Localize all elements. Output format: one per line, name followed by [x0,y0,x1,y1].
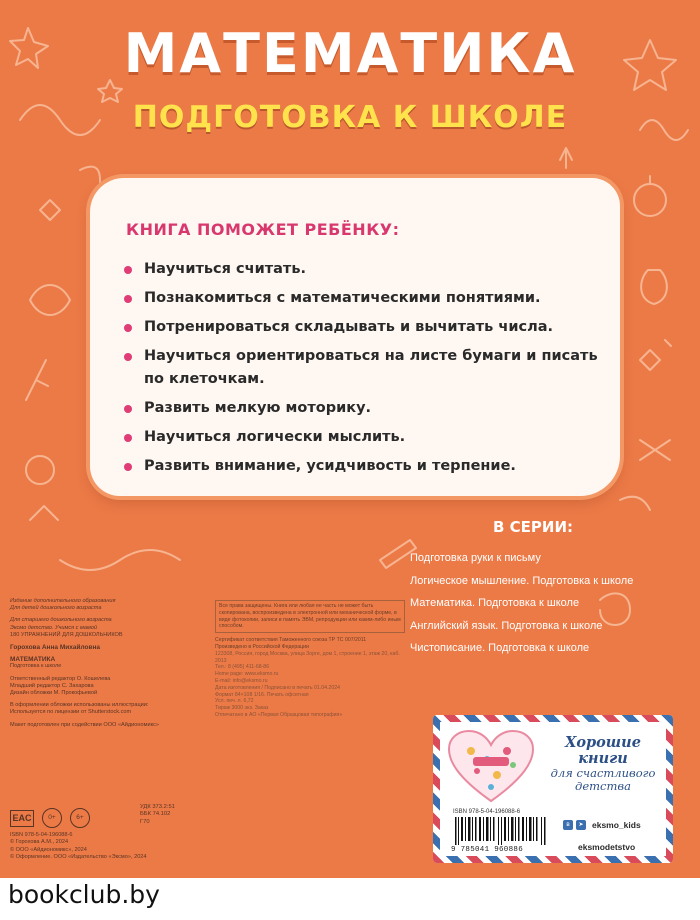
list-item: Подготовка руки к письму [410,552,541,564]
bullet-icon [124,324,132,332]
series-heading: В СЕРИИ: [493,518,574,536]
social-links [563,820,641,830]
copyright-line: © Горохова А.М., 2024 [10,839,69,846]
imprint-email: E-mail: info@eksmo.ru [215,677,268,684]
imprint-rubric: Для старшего дошкольного возраста [10,617,112,624]
benefit-text: Развить мелкую моторику. [144,400,372,416]
udc-code: УДК 373.2:51 [140,804,175,810]
benefit-text: Познакомиться с математическими понятиями. [144,290,541,306]
rights-notice: Все права защищены. Книга или любая ее часть не может быть скопирована, воспроизведена в электронной или механической форме, в виде фотокопии, записи в память ЭВМ, репродукции или каким-либо иным способом. [215,600,405,633]
imprint-tirage: Тираж 3000 экз. Заказ [215,705,269,712]
bullet-icon [124,295,132,303]
list-item [122,316,602,339]
author-code: Г70 [140,818,150,825]
slogan [547,735,659,793]
slogan-line: книги [578,750,628,767]
copyright-line: © Оформление. ООО «Издательство «Эксмо», 2024 [10,854,147,861]
imprint-left [10,598,192,729]
age-rating-badge: 0+ [42,808,62,828]
benefits-heading: КНИГА ПОМОЖЕТ РЕБЁНКУ: [126,220,400,239]
slogan-line: для счастливого [550,766,656,780]
imprint-rubric: Издание дополнительного образования [10,598,116,604]
imprint-phone: Тел.: 8 (495) 411-68-86 [215,664,270,671]
list-item: Математика. Подготовка к школе [410,597,580,609]
website-handle: eksmodetstvo [578,842,636,852]
eac-mark: EAC [10,810,34,827]
benefit-text: Научиться логически мыслить. [144,429,406,445]
book-title: МАТЕМАТИКА [123,22,577,85]
list-item: Английский язык. Подготовка к школе [410,619,603,632]
slogan-line: детства [575,779,631,793]
list-item [122,287,602,310]
copyright-line: © ООО «Айдиономикс», 2024 [10,846,87,853]
age-rating-badge: 6+ [70,808,90,828]
series-list [410,551,690,664]
imprint-book-title: МАТЕМАТИКА [10,656,56,664]
imprint-author: Горохова Анна Михайловна [10,644,101,652]
benefit-text: Потренироваться складывать и вычитать числа. [144,319,554,335]
classification-codes [140,804,175,826]
bullet-icon [124,353,132,361]
imprint-junior-editor: Младший редактор С. Захарова [10,682,94,689]
heart-icon [447,729,535,805]
list-item [122,345,602,391]
imprint-producer: Произведено в Российской Федерации [215,643,309,650]
telegram-icon: ➤ [576,820,586,830]
benefit-text: Научиться ориентироваться на листе бумаги и писать по клеточкам. [144,348,598,387]
bullet-icon [124,463,132,471]
imprint-exercises: 180 УПРАЖНЕНИЙ ДЛЯ ДОШКОЛЬНИКОВ [10,631,123,638]
imprint-shutterstock: Используется по лицензии от Shutterstock.com [10,709,132,716]
social-handle: eksmo_kids [592,820,641,830]
bullet-icon [124,434,132,442]
vk-icon: в [563,820,573,830]
branding-envelope [433,715,673,863]
imprint-format: Формат 84×108 1/16. Печать офсетная [215,691,309,698]
watermark: bookclub.by [8,880,160,909]
bbk-code: ББК 74.102 [140,811,171,818]
imprint-editor: Ответственный редактор О. Кошелева [10,675,111,682]
imprint-certificate: Сертификат соответствия Таможенного союза ТР ТС 007/2011 [215,637,367,644]
imprint-printed: Отпечатано в АО «Первая Образцовая типография» [215,711,343,718]
benefits-list [122,258,602,484]
imprint-address: 123308, Россия, город Москва, улица Зорге, дом 1, строение 1, этаж 20, каб. 2013 [215,650,400,664]
imprint-middle [215,600,405,719]
bullet-icon [124,405,132,413]
benefit-text: Развить внимание, усидчивость и терпение. [144,458,516,474]
list-item [122,426,602,449]
imprint-site: Home page: www.eksmo.ru [215,671,279,678]
slogan-line: Хорошие [565,734,641,751]
bullet-icon [124,266,132,274]
imprint-images: В оформлении обложки использованы иллюстрации: [10,702,149,709]
benefit-text: Научиться считать. [144,261,306,277]
imprint-isbn: ISBN 978-5-04-196088-6 [10,832,73,838]
barcode-icon [453,817,549,845]
list-item: Логическое мышление. Подготовка к школе [410,574,634,587]
imprint-sheets: Усл. печ. л. 6,72 [215,698,254,705]
imprint-copyright [10,832,147,862]
list-item [122,397,602,420]
benefits-card [90,178,620,496]
list-item [122,455,602,478]
imprint-signed: Дата изготовления / Подписано в печать 01.04.2024 [215,684,340,691]
imprint-rubric: Для детей дошкольного возраста [10,605,102,612]
list-item: Чистописание. Подготовка к школе [410,642,590,654]
imprint-book-subtitle: Подготовка к школе [10,663,62,670]
imprint-cover-design: Дизайн обложки М. Прокофьевой [10,690,98,697]
barcode-number: 9 785041 960886 [451,846,524,854]
certification-marks [10,808,90,828]
book-subtitle: ПОДГОТОВКА К ШКОЛЕ [132,100,568,135]
imprint-rubric: Эксмо детство. Учимся с мамой [10,624,98,631]
isbn: ISBN 978-5-04-196088-6 [453,809,521,815]
list-item [122,258,602,281]
imprint-publisher-line: Макет подготовлен при содействии ООО «Айдиономикс» [10,721,160,728]
